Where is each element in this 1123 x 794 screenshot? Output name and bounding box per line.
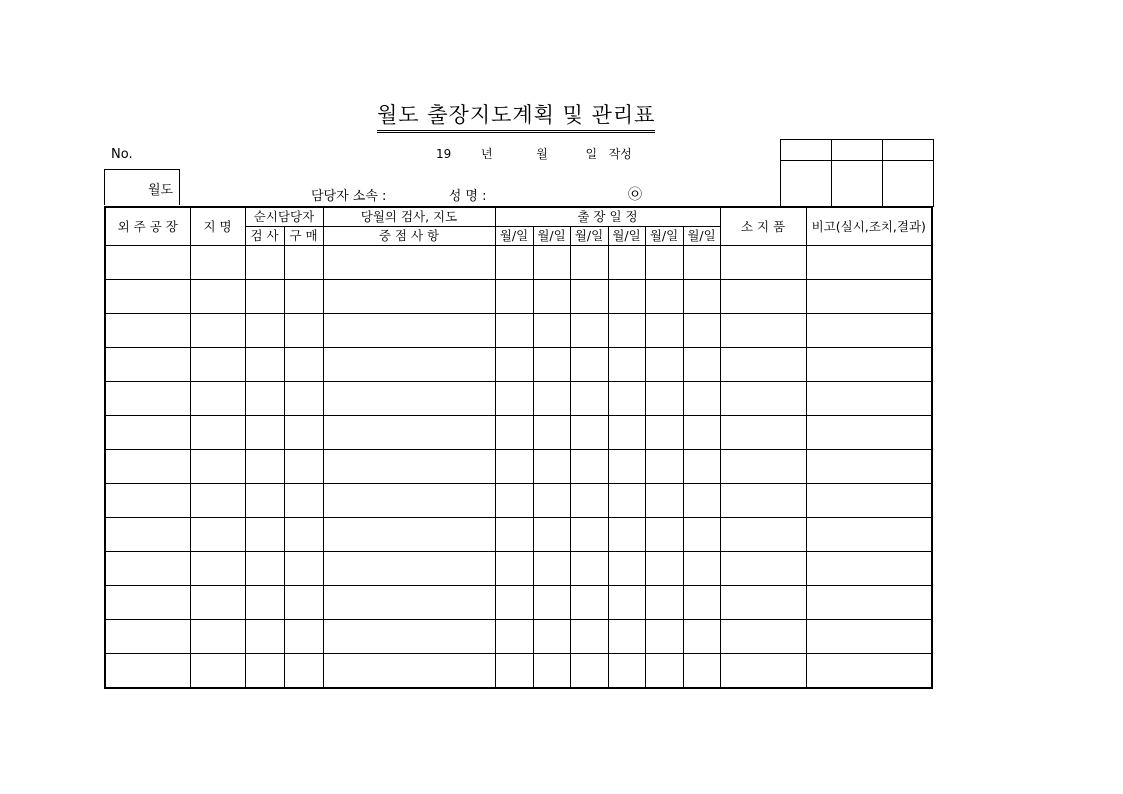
table-cell[interactable] [806, 654, 932, 689]
table-cell[interactable] [495, 280, 533, 314]
table-row [105, 314, 932, 348]
header-schedule-date: 월/일 [608, 227, 645, 246]
table-cell[interactable] [720, 348, 806, 382]
table-cell[interactable] [720, 654, 806, 689]
date-year: 19 [436, 147, 452, 161]
table-cell[interactable] [720, 450, 806, 484]
table-cell[interactable] [720, 314, 806, 348]
table-cell[interactable] [645, 620, 683, 654]
table-cell[interactable] [683, 416, 720, 450]
table-cell[interactable] [190, 518, 245, 552]
approval-sign-cell [832, 161, 883, 207]
table-cell[interactable] [105, 654, 190, 689]
table-cell[interactable] [608, 382, 645, 416]
table-row [105, 484, 932, 518]
table-cell[interactable] [323, 348, 495, 382]
department-label: 담당자 소속 : [311, 189, 387, 204]
table-row [105, 654, 932, 689]
table-cell[interactable] [683, 586, 720, 620]
table-cell[interactable] [683, 620, 720, 654]
table-cell[interactable] [190, 552, 245, 586]
table-cell[interactable] [495, 450, 533, 484]
table-cell[interactable] [245, 654, 284, 689]
table-cell[interactable] [495, 586, 533, 620]
table-cell[interactable] [105, 382, 190, 416]
table-cell[interactable] [323, 586, 495, 620]
table-cell[interactable] [645, 382, 683, 416]
header-region: 지 명 [190, 207, 245, 246]
table-cell[interactable] [495, 518, 533, 552]
table-cell[interactable] [683, 552, 720, 586]
table-cell[interactable] [105, 246, 190, 280]
table-cell[interactable] [570, 620, 608, 654]
table-cell[interactable] [806, 314, 932, 348]
table-cell[interactable] [720, 246, 806, 280]
table-cell[interactable] [533, 518, 570, 552]
header-schedule-date: 월/일 [533, 227, 570, 246]
approval-sign-cell [883, 161, 934, 207]
table-cell[interactable] [806, 484, 932, 518]
table-cell[interactable] [806, 518, 932, 552]
table-cell[interactable] [533, 552, 570, 586]
table-cell[interactable] [495, 620, 533, 654]
table-cell[interactable] [533, 348, 570, 382]
table-cell[interactable] [105, 620, 190, 654]
table-cell[interactable] [645, 552, 683, 586]
table-cell[interactable] [284, 518, 323, 552]
table-cell[interactable] [284, 382, 323, 416]
table-cell[interactable] [495, 246, 533, 280]
table-cell[interactable] [608, 654, 645, 689]
table-cell[interactable] [323, 246, 495, 280]
table-cell[interactable] [683, 348, 720, 382]
month-box-label: 월도 [148, 183, 174, 198]
table-cell[interactable] [720, 620, 806, 654]
management-table [104, 206, 933, 689]
table-cell[interactable] [495, 552, 533, 586]
table-cell[interactable] [608, 484, 645, 518]
table-cell[interactable] [683, 450, 720, 484]
table-cell[interactable] [190, 654, 245, 689]
table-cell[interactable] [533, 246, 570, 280]
header-factory: 외 주 공 장 [105, 207, 190, 246]
table-cell[interactable] [323, 484, 495, 518]
table-cell[interactable] [190, 246, 245, 280]
table-cell[interactable] [245, 280, 284, 314]
table-row [105, 620, 932, 654]
table-row [105, 518, 932, 552]
table-cell[interactable] [720, 280, 806, 314]
table-cell[interactable] [608, 552, 645, 586]
table-cell[interactable] [608, 314, 645, 348]
table-cell[interactable] [323, 416, 495, 450]
table-cell[interactable] [190, 484, 245, 518]
table-cell[interactable] [570, 382, 608, 416]
approval-title-cell [883, 140, 934, 161]
table-cell[interactable] [570, 314, 608, 348]
table-cell[interactable] [720, 586, 806, 620]
table-cell[interactable] [190, 416, 245, 450]
table-cell[interactable] [323, 450, 495, 484]
table-cell[interactable] [645, 314, 683, 348]
table-cell[interactable] [720, 552, 806, 586]
table-cell[interactable] [645, 280, 683, 314]
table-cell[interactable] [245, 382, 284, 416]
month-box [104, 169, 180, 205]
date-line [436, 145, 632, 162]
date-year-unit: 년 [480, 147, 493, 161]
table-cell[interactable] [720, 416, 806, 450]
header-inspection: 검 사 [245, 227, 284, 246]
table-cell[interactable] [284, 246, 323, 280]
table-cell[interactable] [284, 314, 323, 348]
table-cell[interactable] [608, 450, 645, 484]
table-cell[interactable] [323, 280, 495, 314]
table-cell[interactable] [683, 382, 720, 416]
table-cell[interactable] [806, 348, 932, 382]
table-cell[interactable] [105, 484, 190, 518]
table-cell[interactable] [570, 416, 608, 450]
table-cell[interactable] [105, 450, 190, 484]
header-items-line1: 당월의 검사, 지도 [323, 207, 495, 227]
table-cell[interactable] [245, 484, 284, 518]
table-cell[interactable] [245, 586, 284, 620]
table-row [105, 382, 932, 416]
table-cell[interactable] [645, 654, 683, 689]
table-cell[interactable] [190, 382, 245, 416]
table-cell[interactable] [323, 654, 495, 689]
seal-mark: ㉧ [628, 187, 642, 203]
table-row [105, 280, 932, 314]
table-cell[interactable] [105, 552, 190, 586]
table-cell[interactable] [245, 246, 284, 280]
table-cell[interactable] [683, 280, 720, 314]
table-cell[interactable] [245, 552, 284, 586]
table-cell[interactable] [284, 450, 323, 484]
header-schedule-date: 월/일 [645, 227, 683, 246]
header-purchasing: 구 매 [284, 227, 323, 246]
table-cell[interactable] [683, 314, 720, 348]
table-cell[interactable] [190, 620, 245, 654]
table-cell[interactable] [570, 246, 608, 280]
table-cell[interactable] [190, 280, 245, 314]
table-cell[interactable] [720, 518, 806, 552]
table-cell[interactable] [570, 654, 608, 689]
table-cell[interactable] [720, 484, 806, 518]
table-cell[interactable] [570, 586, 608, 620]
table-cell[interactable] [608, 586, 645, 620]
table-cell[interactable] [570, 484, 608, 518]
table-cell[interactable] [495, 484, 533, 518]
table-cell[interactable] [608, 246, 645, 280]
table-cell[interactable] [570, 450, 608, 484]
header-items-line2: 중 점 사 항 [323, 227, 495, 246]
table-row [105, 246, 932, 280]
table-cell[interactable] [806, 620, 932, 654]
name-label: 성 명 : [448, 189, 487, 204]
table-cell[interactable] [533, 620, 570, 654]
table-cell[interactable] [495, 382, 533, 416]
table-cell[interactable] [608, 620, 645, 654]
table-cell[interactable] [245, 416, 284, 450]
table-cell[interactable] [645, 246, 683, 280]
header-schedule-date: 월/일 [683, 227, 720, 246]
date-suffix: 작성 [608, 147, 632, 161]
table-row [105, 552, 932, 586]
table-cell[interactable] [533, 280, 570, 314]
approval-title-cell [832, 140, 883, 161]
table-cell[interactable] [806, 280, 932, 314]
table-cell[interactable] [190, 314, 245, 348]
table-cell[interactable] [533, 450, 570, 484]
table-cell[interactable] [645, 484, 683, 518]
table-cell[interactable] [190, 348, 245, 382]
table-cell[interactable] [806, 450, 932, 484]
table-cell[interactable] [533, 586, 570, 620]
table-row [105, 450, 932, 484]
table-cell[interactable] [105, 280, 190, 314]
table-cell[interactable] [570, 552, 608, 586]
table-cell[interactable] [105, 518, 190, 552]
table-cell[interactable] [284, 348, 323, 382]
table-row [105, 348, 932, 382]
table-cell[interactable] [683, 654, 720, 689]
table-cell[interactable] [533, 484, 570, 518]
table-cell[interactable] [323, 382, 495, 416]
table-cell[interactable] [645, 416, 683, 450]
table-cell[interactable] [323, 314, 495, 348]
table-cell[interactable] [533, 654, 570, 689]
table-cell[interactable] [608, 348, 645, 382]
table-cell[interactable] [245, 314, 284, 348]
table-cell[interactable] [323, 620, 495, 654]
table-cell[interactable] [190, 586, 245, 620]
table-cell[interactable] [105, 348, 190, 382]
table-cell[interactable] [806, 586, 932, 620]
table-cell[interactable] [683, 484, 720, 518]
header-supplies: 소 지 품 [720, 207, 806, 246]
table-cell[interactable] [645, 348, 683, 382]
table-cell[interactable] [533, 314, 570, 348]
table-cell[interactable] [806, 382, 932, 416]
person-line [311, 185, 486, 204]
table-cell[interactable] [683, 246, 720, 280]
table-cell[interactable] [323, 552, 495, 586]
table-cell[interactable] [284, 484, 323, 518]
table-cell[interactable] [245, 450, 284, 484]
table-cell[interactable] [284, 654, 323, 689]
table-cell[interactable] [245, 348, 284, 382]
table-cell[interactable] [105, 314, 190, 348]
table-cell[interactable] [533, 382, 570, 416]
table-cell[interactable] [570, 518, 608, 552]
table-cell[interactable] [806, 416, 932, 450]
table-cell[interactable] [806, 246, 932, 280]
approval-title-cell [781, 140, 832, 161]
header-schedule: 출 장 일 정 [495, 207, 720, 227]
header-schedule-date: 월/일 [495, 227, 533, 246]
header-schedule-date: 월/일 [570, 227, 608, 246]
table-cell[interactable] [608, 280, 645, 314]
table-cell[interactable] [190, 450, 245, 484]
table-cell[interactable] [323, 518, 495, 552]
table-cell[interactable] [495, 654, 533, 689]
table-cell[interactable] [683, 518, 720, 552]
date-day-unit: 일 [585, 147, 598, 161]
table-row [105, 586, 932, 620]
header-rotating-staff: 순시담당자 [245, 207, 323, 227]
table-cell[interactable] [608, 518, 645, 552]
table-cell[interactable] [645, 450, 683, 484]
approval-sign-cell [781, 161, 832, 207]
table-cell[interactable] [570, 280, 608, 314]
table-cell[interactable] [245, 620, 284, 654]
table-cell[interactable] [284, 552, 323, 586]
table-cell[interactable] [806, 552, 932, 586]
approval-box [780, 139, 934, 207]
table-cell[interactable] [245, 518, 284, 552]
table-cell[interactable] [495, 348, 533, 382]
table-cell[interactable] [284, 280, 323, 314]
table-cell[interactable] [608, 416, 645, 450]
table-cell[interactable] [645, 518, 683, 552]
header-remarks: 비고(실시,조치,결과) [806, 207, 932, 246]
document-number-label: No. [111, 147, 133, 162]
table-cell[interactable] [645, 586, 683, 620]
table-cell[interactable] [105, 416, 190, 450]
table-row [105, 416, 932, 450]
table-cell[interactable] [284, 416, 323, 450]
table-cell[interactable] [570, 348, 608, 382]
table-cell[interactable] [495, 314, 533, 348]
table-cell[interactable] [284, 586, 323, 620]
table-cell[interactable] [284, 620, 323, 654]
form-title: 월도 출장지도계획 및 관리표 [377, 102, 655, 133]
table-cell[interactable] [533, 416, 570, 450]
table-cell[interactable] [720, 382, 806, 416]
table-cell[interactable] [105, 586, 190, 620]
date-month-unit: 월 [536, 147, 548, 161]
table-cell[interactable] [495, 416, 533, 450]
